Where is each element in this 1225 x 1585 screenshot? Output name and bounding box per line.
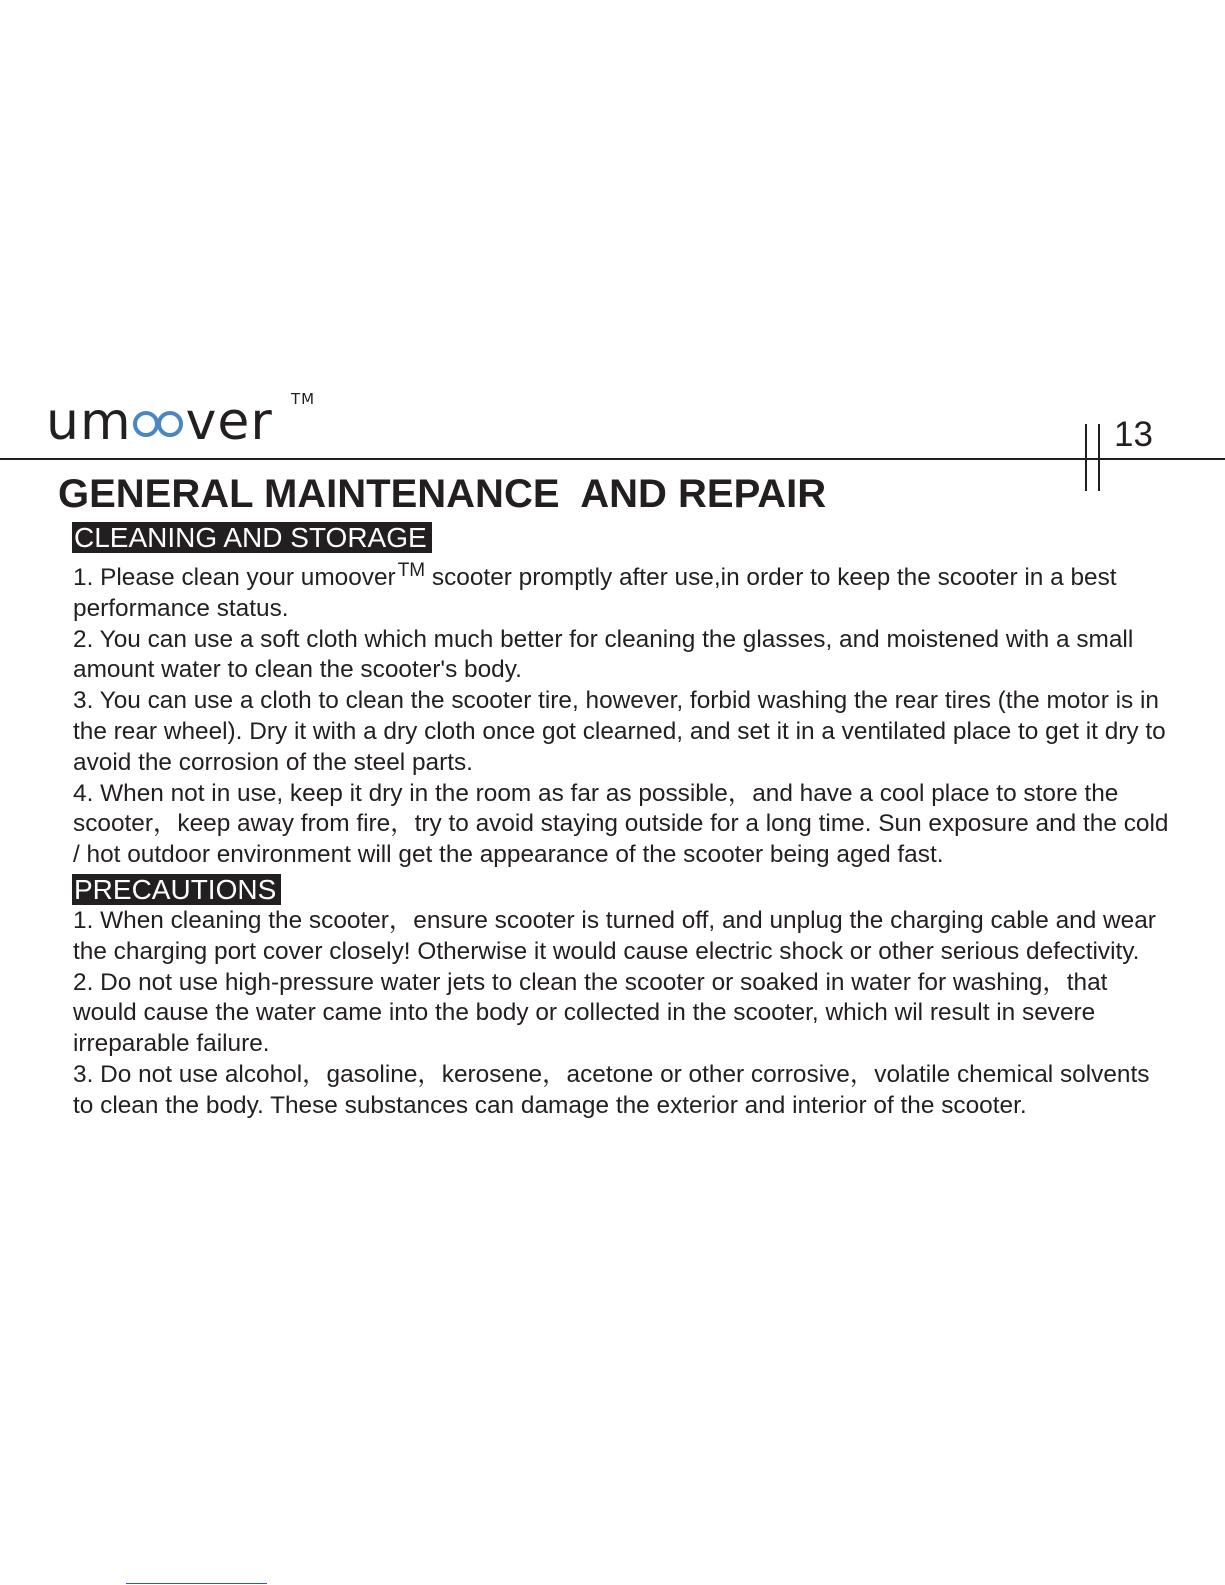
list-item: 2. You can use a soft cloth which much better for cleaning the glasses, and moistened with a small amount water to clean the scooter's body. [73,625,1134,684]
logo-text-left: um [46,392,132,452]
list-item: 4. When not in use, keep it dry in the room as far as possible，and have a cool place to store the scooter，keep away from fire，try to avoid staying outside for a long time. Sun exposure and the cold / hot outdoor environment will get the appearance of the scooter being aged fast. [73,779,1169,869]
list-item-text: 1. Please clean your umoover [73,564,396,591]
precautions-list [73,906,1173,1122]
page-title: GENERAL MAINTENANCE AND REPAIR [58,472,827,516]
list-item-text: scooter promptly after use,in order to keep the scooter in a best performance status. [73,564,1117,622]
list-item: 1. When cleaning the scooter，ensure scooter is turned off, and unplug the charging cable and wear the charging port cover closely! Otherwise it would cause electric shock or other serious defectivity. [73,907,1156,965]
header-accent-bar [1085,424,1087,491]
logo-wordmark [46,392,273,452]
logo-trademark: TM [291,390,316,408]
section-label-cleaning-storage: CLEANING AND STORAGE [72,522,432,553]
header-divider [0,458,1225,460]
list-item: 2. Do not use high-pressure water jets to clean the scooter or soaked in water for washing，that would cause the water came into the body or collected in the scooter, which wil result in severe irreparable failure. [73,968,1108,1058]
footer-underline [126,1583,267,1584]
brand-logo [46,390,316,452]
header-accent-bar [1098,424,1100,491]
section-label-precautions: PRECAUTIONS [72,874,281,905]
list-item: 3. You can use a cloth to clean the scooter tire, however, forbid washing the rear tires (the motor is in the rear wheel). Dry it with a dry cloth once got clearned, and set it in a ventilated place to get it dry to avoid the corrosion of the steel parts. [73,687,1166,776]
cleaning-storage-list [73,560,1173,871]
logo-text-right: ver [185,392,273,452]
page-number: 13 [1114,415,1153,454]
trademark-symbol: TM [397,560,426,581]
logo-oo-icon [133,409,185,439]
list-item: 3. Do not use alcohol，gasoline，kerosene，acetone or other corrosive，volatile chemical solvents to clean the body. These substances can damage the exterior and interior of the scooter. [73,1060,1150,1119]
list-item [73,560,1173,625]
